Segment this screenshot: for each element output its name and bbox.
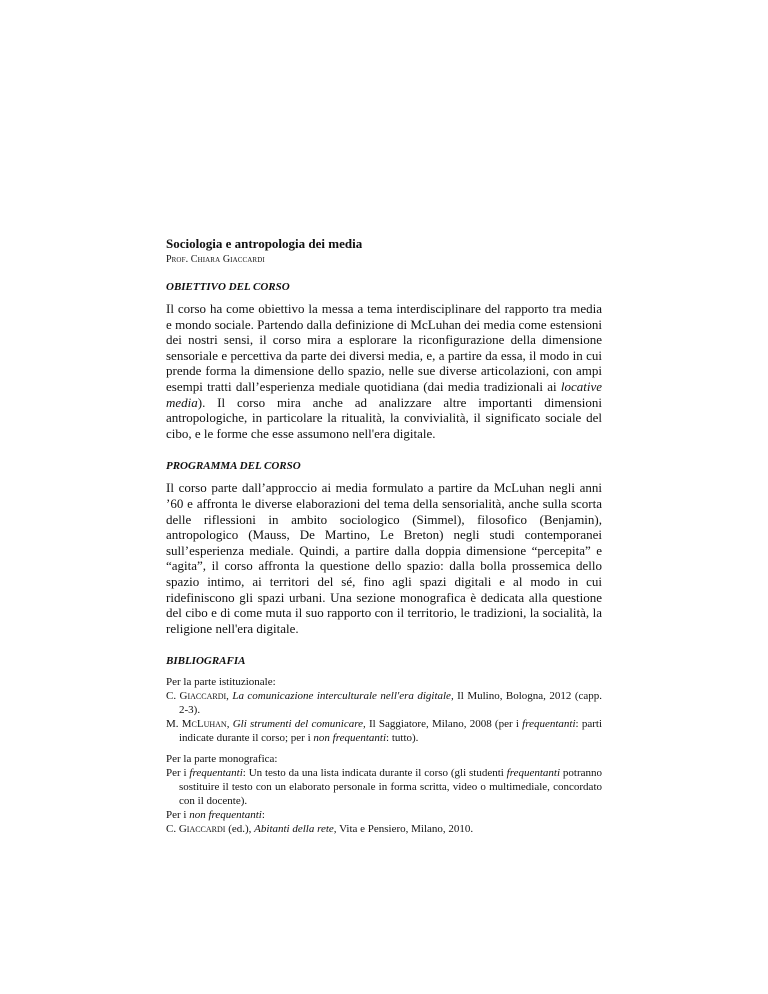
freq-d: frequentanti	[506, 767, 561, 780]
obiettivo-heading: OBIETTIVO DEL CORSO	[166, 281, 290, 293]
ref2-title: Gli strumenti del comunicare,	[232, 718, 366, 731]
obiettivo-text-a: Il corso ha come obiettivo la messa a tema interdisciplinare del rapporto tra media e mondo sociale. Partendo dalla definizione di McLuhan dei media come estensioni dei nostri sensi, il corso mira a esplorare la riconfigurazione della dimensione sensoriale e percettiva da parte dei diversi media, e, a partire da essa, il modo in cui prende forma la dimensione dello spazio, nelle sue diverse articolazioni, con ampi esempi tratti dall’esperienza mediale quotidiana (dai media tradizionali ai	[166, 301, 602, 394]
bibliography-ref-giaccardi-2012	[166, 689, 602, 717]
course-title: Sociologia e antropologia dei media	[166, 236, 363, 251]
nonfreq-c: :	[261, 809, 265, 822]
monografica-label: Per la parte monografica:	[166, 753, 278, 766]
freq-c: : Un testo da una lista indicata durante il corso (gli studenti	[242, 767, 507, 780]
ref2-rest-b: : parti indicate durante il corso; per i	[179, 718, 602, 745]
ref2-rest-a: Il Saggiatore, Milano, 2008 (per i	[365, 718, 523, 731]
nonfreq-b: non frequentanti	[189, 809, 262, 822]
ref1-title: La comunicazione interculturale nell'era digitale,	[232, 690, 454, 703]
ref3-author: C. Giaccardi	[166, 823, 226, 836]
ref2-author: M. McLuhan,	[166, 718, 230, 731]
freq-a: Per i	[166, 767, 190, 780]
ref1-rest: Il Mulino, Bologna, 2012 (capp. 2-3).	[179, 690, 602, 717]
bibliografia-heading: BIBLIOGRAFIA	[166, 655, 246, 668]
frequentanti-entry	[166, 766, 602, 808]
obiettivo-text	[166, 301, 602, 441]
professor-name	[166, 253, 602, 266]
programma-text: Il corso parte dall’approccio ai media formulato a partire da McLuhan negli anni ’60 e affronta le diverse elaborazioni del tema della sensorialità, anche sulla scorta delle riflessioni in ambito sociologico (Simmel), filosofico (Benjamin), antropologico (Mauss, De Martino, Le Breton) negli studi contemporanei sull’esperienza mediale. Quindi, a partire dalla doppia dimensione “percepita” e “agita”, il corso affronta la questione dello spazio: dalla bolla prossemica dello spazio intimo, ai territori del sé, fino agli spazi digitali e al modo in cui ridefiniscono gli spazi urbani. Una sezione monografica è dedicata alla questione del cibo e di come muta il suo rapporto con il territorio, le tradizioni, la socialità, la religione nell'era digitale.	[166, 480, 602, 636]
ref3-rest: Vita e Pensiero, Milano, 2010.	[336, 823, 474, 836]
bibliography-ref-mcluhan-2008	[166, 717, 602, 745]
obiettivo-text-italic: locative media	[166, 378, 602, 410]
bibliography-ref-giaccardi-2010	[166, 822, 602, 836]
course-page	[166, 236, 602, 836]
ref3-title: Abitanti della rete,	[254, 823, 337, 836]
ref2-rest-c: : tutto).	[386, 732, 419, 745]
ref1-author: C. Giaccardi,	[166, 690, 229, 703]
freq-e: potranno sostituire il testo con un elaborato personale in forma scritta, video o multimediale, concordato con il docente).	[179, 767, 602, 808]
professor-prefix: Prof.	[166, 254, 189, 265]
non-frequentanti-entry	[166, 808, 602, 822]
professor-fullname: Chiara Giaccardi	[190, 254, 265, 265]
freq-b: frequentanti	[189, 767, 243, 780]
programma-heading: PROGRAMMA DEL CORSO	[166, 460, 301, 473]
ref3-editor: (ed.),	[225, 823, 252, 836]
istituzionale-label: Per la parte istituzionale:	[166, 676, 276, 689]
obiettivo-text-b: ). Il corso mira anche ad analizzare altre importanti dimensioni antropologiche, in particolare la ritualità, la convivialità, il significato sociale del cibo, e le forme che esse assumono nell'era digitale.	[166, 394, 602, 441]
ref2-italic-a: frequentanti	[522, 718, 576, 731]
ref2-italic-b: non frequentanti	[313, 732, 387, 745]
nonfreq-a: Per i	[166, 809, 190, 822]
